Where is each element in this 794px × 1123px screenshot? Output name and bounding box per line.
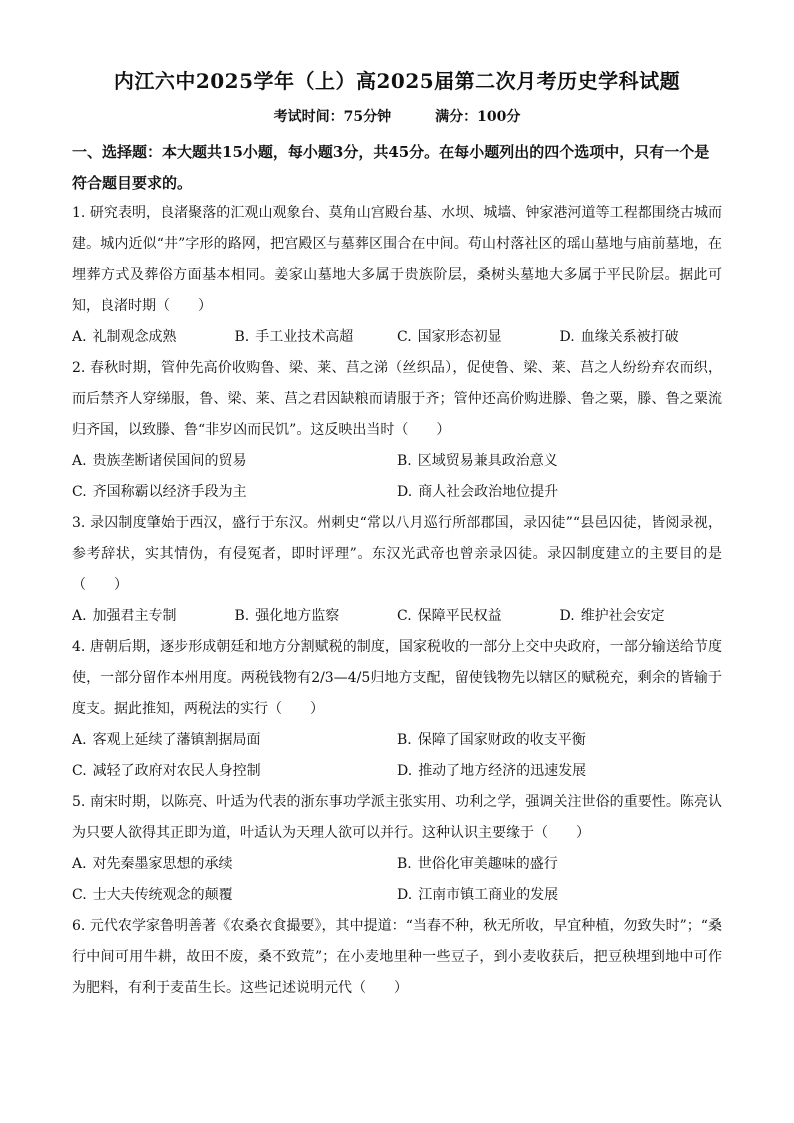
- question-1: [72, 198, 722, 353]
- option-d[interactable]: D. 江南市镇工商业的发展: [397, 887, 559, 903]
- option-a[interactable]: A. 加强君主专制: [72, 608, 177, 624]
- option-d[interactable]: D. 商人社会政治地位提升: [397, 484, 559, 500]
- option-a[interactable]: A. 对先秦墨家思想的承续: [72, 856, 233, 872]
- option-a[interactable]: A. 客观上延续了藩镇割据局面: [72, 732, 261, 748]
- option-group: [72, 849, 722, 911]
- option-d[interactable]: D. 维护社会安定: [559, 608, 665, 624]
- question-stem: 4. 唐朝后期，逐步形成朝廷和地方分割赋税的制度，国家税收的一部分上交中央政府，一部分输送给节度使，一部分留作本州用度。两税钱物有2/3—4/5归地方支配，留使钱物先以辖区的赋税充，剩余的皆输于度支。据此推知，两税法的实行（ ）: [72, 639, 722, 717]
- full-score: 满分：100分: [435, 109, 521, 125]
- question-4: [72, 632, 722, 787]
- exam-time: 考试时间：75分钟: [273, 109, 392, 125]
- option-a[interactable]: A. 贵族垄断诸侯国间的贸易: [72, 453, 247, 469]
- option-c[interactable]: C. 保障平民权益: [397, 608, 502, 624]
- question-2: [72, 353, 722, 508]
- option-b[interactable]: B. 保障了国家财政的收支平衡: [397, 732, 586, 748]
- option-group: [72, 446, 722, 508]
- page-title: 内江六中2025学年（上）高2025届第二次月考历史学科试题: [113, 69, 681, 93]
- option-group: [72, 322, 722, 353]
- option-b[interactable]: B. 手工业技术高超: [234, 329, 354, 345]
- question-stem: 6. 元代农学家鲁明善著《农桑衣食撮要》，其中提道：“当春不种，秋无所收，早宜种植，勿致失时”；“桑行中间可用牛耕，故田不废，桑不致荒”；在小麦地里种一些豆子，到小麦收获后，把豆秧埋到地中可作为肥料，有利于麦苗生长。这些记述说明元代（ ）: [72, 918, 722, 996]
- option-c[interactable]: C. 减轻了政府对农民人身控制: [72, 763, 261, 779]
- option-b[interactable]: B. 强化地方监察: [234, 608, 340, 624]
- option-group: [72, 601, 722, 632]
- option-c[interactable]: C. 齐国称霸以经济手段为主: [72, 484, 247, 500]
- question-stem: 2. 春秋时期，管仲先高价收购鲁、梁、莱、莒之涕（丝织品），促使鲁、梁、莱、莒之人纷纷弃农而织，而后禁齐人穿绨服，鲁、梁、莱、莒之君因缺粮而请服于齐；管仲还高价购进滕、鲁之粟，滕、鲁之粟流归齐国，以致滕、鲁“非岁凶而民饥”。这反映出当时（ ）: [72, 360, 722, 438]
- option-d[interactable]: D. 推动了地方经济的迅速发展: [397, 763, 587, 779]
- option-group: [72, 725, 722, 787]
- option-b[interactable]: B. 区域贸易兼具政治意义: [397, 453, 558, 469]
- exam-info: [0, 106, 794, 128]
- question-list: [72, 198, 722, 1004]
- question-5: [72, 787, 722, 911]
- option-c[interactable]: C. 国家形态初显: [397, 329, 502, 345]
- question-6: [72, 911, 722, 1004]
- option-b[interactable]: B. 世俗化审美趣味的盛行: [397, 856, 558, 872]
- section-heading: 一、选择题：本大题共15小题，每小题3分，共45分。在每小题列出的四个选项中，只有一个是符合题目要求的。: [72, 143, 710, 192]
- option-a[interactable]: A. 礼制观念成熟: [72, 329, 177, 345]
- question-3: [72, 508, 722, 632]
- question-stem: 5. 南宋时期，以陈亮、叶适为代表的浙东事功学派主张实用、功利之学，强调关注世俗的重要性。陈亮认为只要人欲得其正即为道，叶适认为天理人欲可以并行。这种认识主要缘于（ ）: [72, 794, 722, 841]
- option-c[interactable]: C. 士大夫传统观念的颠覆: [72, 887, 233, 903]
- question-stem: 3. 录囚制度肇始于西汉，盛行于东汉。州刺史“常以八月巡行所部郡国，录囚徒”“县邑囚徒，皆阅录视，参考辞状，实其情伪，有侵冤者，即时评理”。东汉光武帝也曾亲录囚徒。录囚制度建立的主要目的是（ ）: [72, 515, 722, 593]
- option-d[interactable]: D. 血缘关系被打破: [559, 329, 679, 345]
- question-stem: 1. 研究表明，良渚聚落的汇观山观象台、莫角山宫殿台基、水坝、城墙、钟家港河道等工程都围绕古城而建。城内近似“井”字形的路网，把宫殿区与墓葬区围合在中间。苟山村落社区的瑶山墓地与庙前墓地，在埋葬方式及葬俗方面基本相同。姜家山墓地大多属于贵族阶层，桑树头墓地大多属于平民阶层。据此可知，良渚时期（ ）: [72, 205, 722, 314]
